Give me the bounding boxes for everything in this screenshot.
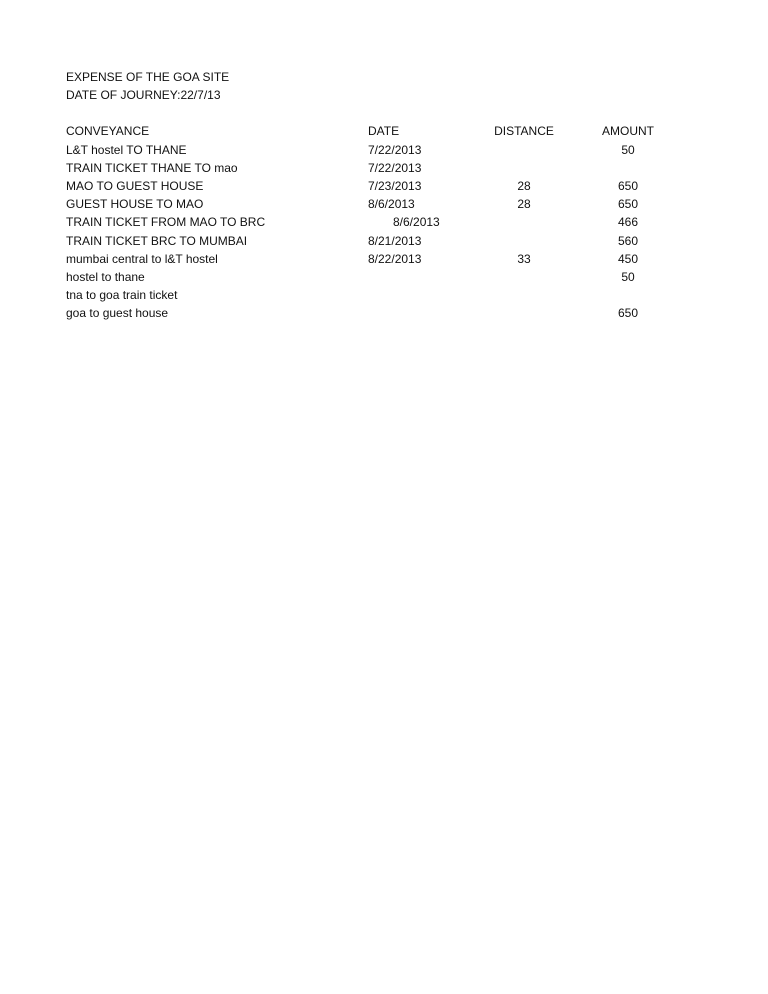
table-row — [0, 177, 768, 195]
table-row — [0, 232, 768, 250]
row-amount: 560 — [617, 234, 639, 248]
row-date: 8/22/2013 — [368, 252, 422, 266]
table-row — [0, 304, 768, 322]
row-description: TRAIN TICKET FROM MAO TO BRC — [66, 215, 266, 229]
row-description: GUEST HOUSE TO MAO — [66, 197, 204, 211]
row-description: L&T hostel TO THANE — [66, 143, 187, 157]
header-amount: AMOUNT — [602, 124, 654, 138]
header-conveyance: CONVEYANCE — [66, 124, 150, 138]
table-row — [0, 286, 768, 304]
document-title: EXPENSE OF THE GOA SITE — [66, 70, 230, 84]
table-row — [0, 141, 768, 159]
header-date: DATE — [368, 124, 400, 138]
row-amount: 50 — [621, 270, 635, 284]
row-amount: 650 — [617, 197, 639, 211]
table-row — [0, 159, 768, 177]
row-date: 8/21/2013 — [368, 234, 422, 248]
row-description: mumbai central to l&T hostel — [66, 252, 218, 266]
row-date: 7/23/2013 — [368, 179, 422, 193]
row-amount: 466 — [617, 215, 639, 229]
table-row — [0, 250, 768, 268]
row-description: MAO TO GUEST HOUSE — [66, 179, 204, 193]
row-description: TRAIN TICKET BRC TO MUMBAI — [66, 234, 248, 248]
row-description: TRAIN TICKET THANE TO mao — [66, 161, 238, 175]
header-distance: DISTANCE — [494, 124, 554, 138]
table-header-row — [0, 122, 768, 140]
row-amount: 650 — [617, 306, 639, 320]
row-date: 7/22/2013 — [368, 143, 422, 157]
table-row — [0, 195, 768, 213]
row-date: 7/22/2013 — [368, 161, 422, 175]
row-distance: 33 — [517, 252, 531, 266]
row-amount: 450 — [617, 252, 639, 266]
row-description: tna to goa train ticket — [66, 288, 178, 302]
row-date: 8/6/2013 — [393, 215, 440, 229]
row-amount: 50 — [621, 143, 635, 157]
table-row — [0, 213, 768, 231]
row-amount: 650 — [617, 179, 639, 193]
row-description: goa to guest house — [66, 306, 169, 320]
row-description: hostel to thane — [66, 270, 145, 284]
row-date: 8/6/2013 — [368, 197, 415, 211]
row-distance: 28 — [517, 179, 531, 193]
journey-date: DATE OF JOURNEY:22/7/13 — [66, 88, 221, 102]
row-distance: 28 — [517, 197, 531, 211]
table-row — [0, 268, 768, 286]
